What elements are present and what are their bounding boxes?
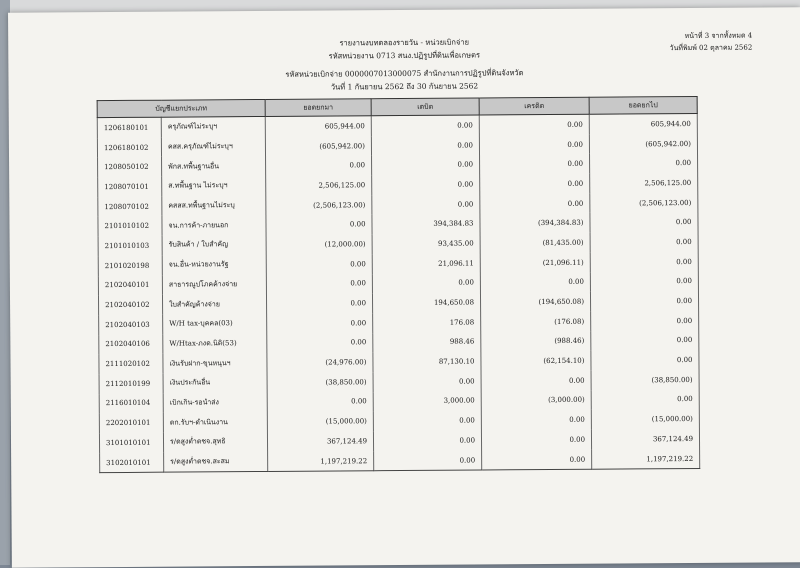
cell-debit: 0.00 [372,194,480,214]
cell-credit: (3,000.00) [481,390,591,410]
ledger-body [97,113,699,473]
cell-closing: 367,124.49 [591,429,699,449]
cell-opening: (38,850.00) [267,372,373,392]
cell-debit: 0.00 [373,411,481,431]
cell-closing: 0.00 [590,271,698,291]
cell-code: 2102040103 [99,315,163,335]
col-header-opening: ยอดยกมา [265,99,371,117]
cell-opening: (605,942.00) [265,136,371,156]
cell-code: 1208070101 [98,177,162,197]
report-page [8,7,800,568]
cell-credit: 0.00 [481,410,591,430]
col-header-account: บัญชีแยกประเภท [97,99,265,117]
cell-closing: (15,000.00) [591,409,699,429]
cell-code: 3101010101 [99,433,163,453]
cell-code: 2101020198 [98,256,162,276]
cell-credit: (21,096.11) [480,253,590,273]
cell-opening: 0.00 [267,392,373,412]
cell-name: W/Htax-ภงด.นิติ(53) [163,334,267,354]
cell-opening: 0.00 [266,254,372,274]
cell-code: 2112010199 [99,374,163,394]
cell-name: พักส.ทพื้นฐานอื่น [162,156,266,176]
cell-closing: 605,944.00 [589,113,697,134]
cell-credit: 0.00 [481,430,591,450]
cell-debit: 988.46 [373,332,481,352]
cell-debit: 394,384.83 [372,214,480,234]
cell-closing: 0.00 [590,291,698,311]
cell-opening: (15,000.00) [267,412,373,432]
cell-code: 2111020102 [99,354,163,374]
cell-debit: 87,130.10 [373,352,481,372]
cell-code: 2101010103 [98,236,162,256]
cell-credit: 0.00 [480,272,590,292]
col-header-debit: เดบิต [371,98,479,116]
cell-debit: 0.00 [372,175,480,195]
cell-name: คสสส.ทพื้นฐานไม่ระบุ [162,196,266,216]
cell-opening: 0.00 [266,156,372,176]
cell-opening: 0.00 [266,293,372,313]
cell-credit: (394,384.83) [480,213,590,233]
cell-closing: 2,506,125.00 [590,173,698,193]
cell-credit: (62,154.10) [481,351,591,371]
cell-debit: 0.00 [374,450,482,471]
cell-code: 2102040101 [98,275,162,295]
cell-credit: (176.08) [481,312,591,332]
cell-credit: 0.00 [482,449,592,470]
cell-closing: 0.00 [590,252,698,272]
cell-closing: 0.00 [590,232,698,252]
cell-closing: 0.00 [590,153,698,173]
cell-name: เงินประกันอื่น [163,373,267,393]
cell-name: เงินรับฝาก-ขุนหนุนฯ [163,353,267,373]
cell-name: ร/ดสูงต่ำดชจ.สุทธิ [163,432,267,452]
cell-opening: 1,197,219.22 [268,451,374,472]
cell-credit: (81,435.00) [480,233,590,253]
cell-code: 2101010102 [98,216,162,236]
cell-closing: 0.00 [591,331,699,351]
cell-code: 2102040106 [99,334,163,354]
cell-opening: 2,506,125.00 [266,175,372,195]
date-range-line: วันที่ 1 กันยายน 2562 ถึง 30 กันยายน 2562 [330,81,479,92]
cell-name: ใบสำคัญค้างจ่าย [162,294,266,314]
cell-opening: 0.00 [266,215,372,235]
cell-name: เบิกเกิน-รอนำส่ง [163,393,267,413]
print-date: วันที่พิมพ์ 02 ตุลาคม 2562 [669,43,753,53]
cell-code: 1208050102 [98,157,162,177]
cell-name: รับสินค้า / ใบสำคัญ [162,235,266,255]
cell-name: จน.อื่น-หน่วยงานรัฐ [162,255,266,275]
table-row [100,449,700,473]
cell-name: ครุภัณฑ์ไม่ระบุฯ [161,116,265,137]
cell-opening: 367,124.49 [267,431,373,451]
cell-opening: (12,000.00) [266,234,372,254]
cell-debit: 0.00 [373,371,481,391]
cell-credit: 0.00 [480,154,590,174]
cell-code: 2202010101 [99,413,163,433]
cell-debit: 0.00 [371,135,479,155]
col-header-credit: เครดิต [479,97,589,115]
cell-credit: 0.00 [479,134,589,154]
cell-name: ร/ดสูงต่ำดชจ.สะสม [164,452,268,473]
cell-debit: 3,000.00 [373,391,481,411]
cell-credit: 0.00 [480,174,590,194]
cell-credit: (194,650.08) [480,292,590,312]
cell-closing: 0.00 [591,311,699,331]
cell-closing: 0.00 [590,212,698,232]
cell-debit: 93,435.00 [372,234,480,254]
cell-code: 1208070102 [98,196,162,216]
col-header-closing: ยอดยกไป [589,96,697,114]
cell-debit: 0.00 [372,155,480,175]
cell-opening: (24,976.00) [267,352,373,372]
cell-closing: (605,942.00) [589,134,697,154]
cell-debit: 176.08 [373,312,481,332]
cell-credit: 0.00 [479,114,589,135]
cell-closing: (2,506,123.00) [590,193,698,213]
cell-name: ส.ทพื้นฐาน ไม่ระบุฯ [162,176,266,196]
cell-opening: 605,944.00 [265,116,371,137]
cell-debit: 21,096.11 [372,253,480,273]
cell-opening: 0.00 [266,274,372,294]
cell-code: 3102010101 [100,452,164,473]
cell-credit: (988.46) [481,331,591,351]
agency-line: รหัสหน่วยงาน 0713 สนง.ปฏิรูปที่ดินเพื่อเกษตร [328,50,481,61]
report-title: รายงานงบทดลองรายวัน - หน่วยเบิกจ่าย [339,37,469,48]
cell-closing: 0.00 [591,350,699,370]
cell-code: 2116010104 [99,393,163,413]
cell-closing: 0.00 [591,390,699,410]
cell-debit: 0.00 [373,430,481,450]
cell-opening: 0.00 [267,313,373,333]
cell-debit: 194,650.08 [372,293,480,313]
cell-closing: 1,197,219.22 [592,449,700,470]
cell-name: จน.การค้า-ภายนอก [162,215,266,235]
cell-debit: 0.00 [371,115,479,136]
cell-code: 2102040102 [98,295,162,315]
cell-credit: 0.00 [480,193,590,213]
cell-name: ดก.รับฯ-ดำเนินงาน [163,412,267,432]
cell-debit: 0.00 [372,273,480,293]
cell-name: W/H tax-บุคคล(03) [163,314,267,334]
cell-opening: (2,506,123.00) [266,195,372,215]
cell-code: 1206180101 [97,117,161,138]
cell-closing: (38,850.00) [591,370,699,390]
page-number: หน้าที่ 3 จากทั้งหมด 4 [684,31,753,41]
disbursing-unit-line: รหัสหน่วยเบิกจ่าย 0000007013000075 สำนักงานการปฏิรูปที่ดินจังหวัด [285,68,524,79]
cell-code: 1206180102 [97,137,161,157]
ledger-table [97,96,701,474]
cell-credit: 0.00 [481,371,591,391]
cell-opening: 0.00 [267,333,373,353]
cell-name: คสส.ครุภัณฑ์ไม่ระบุฯ [161,137,265,157]
cell-name: สาธารณูปโภคค้างจ่าย [162,274,266,294]
